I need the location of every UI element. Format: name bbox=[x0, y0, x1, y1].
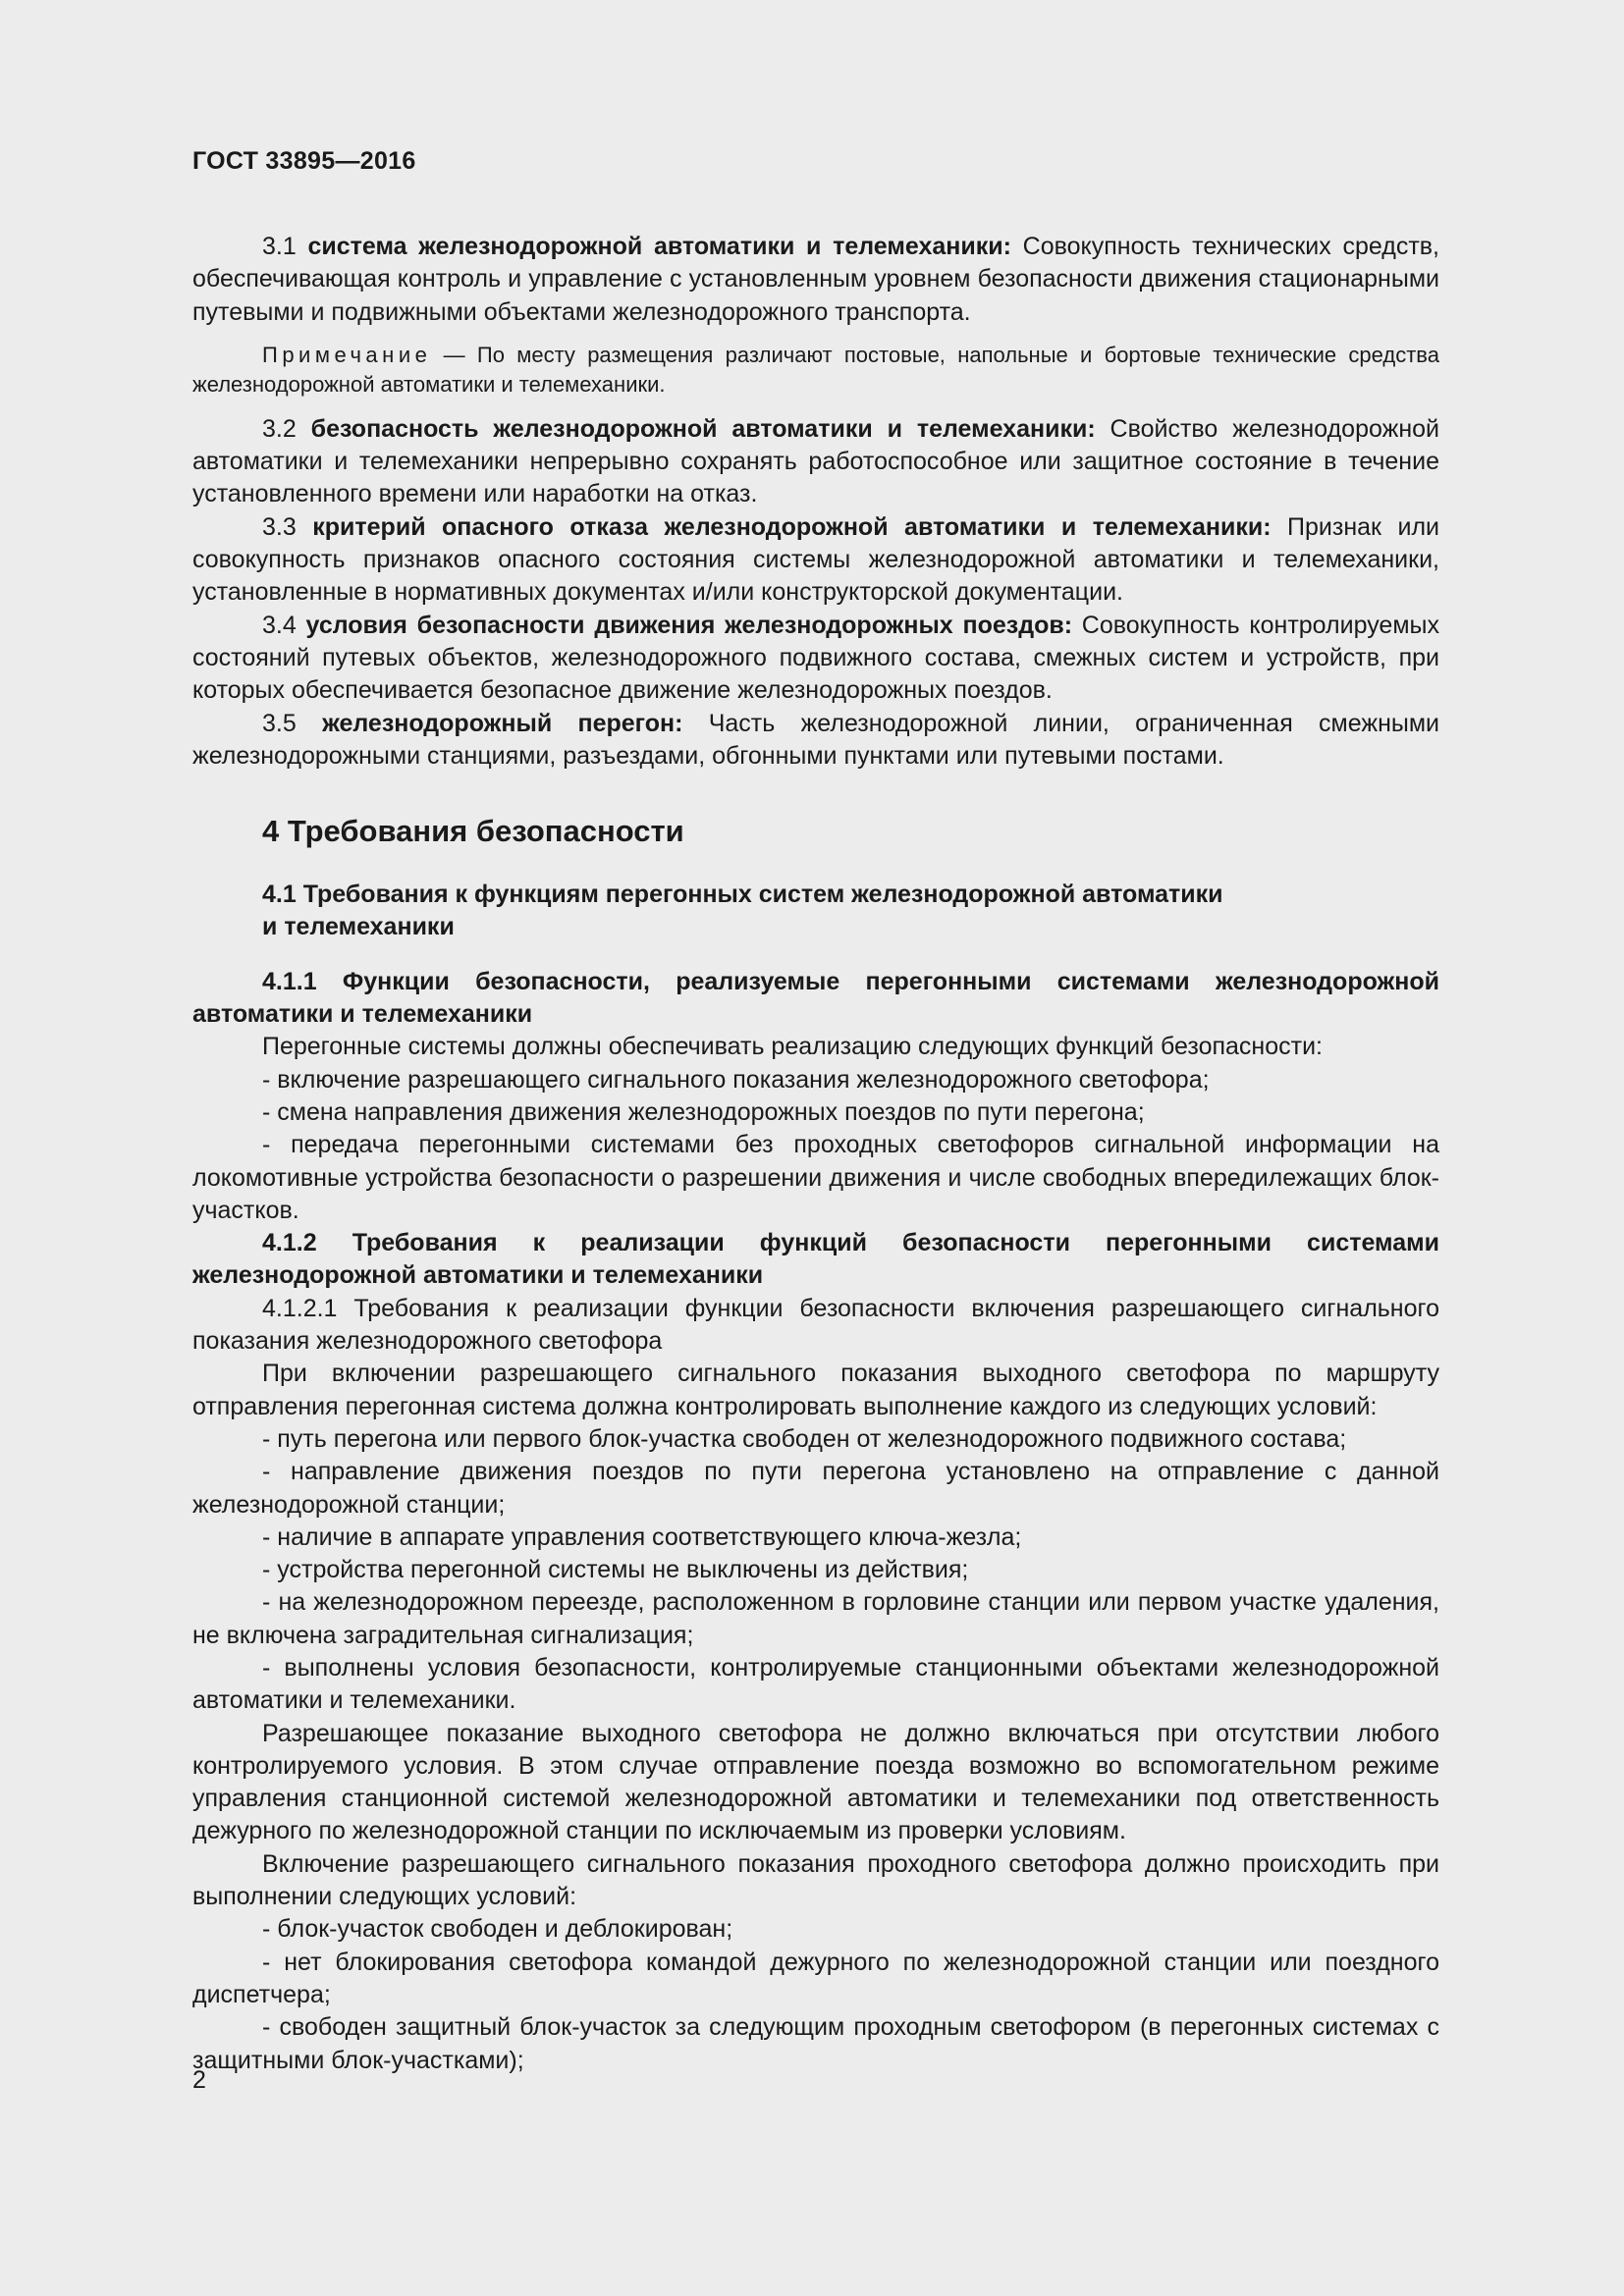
exit-condition-item: - наличие в аппарате управления соответствующего ключа-жезла; bbox=[262, 1522, 1022, 1551]
term-3-4: 3.4 условия безопасности движения железнодорожных поездов: Совокупность контролируемых состояний путевых объектов, железнодорожного подвижного состава, смежных систем и устройств, при которых обеспечивается безопасное движение железнодорожных поездов. bbox=[192, 611, 1439, 705]
term-3-1: 3.1 система железнодорожной автоматики и телемеханики: Совокупность технических средств, обеспечивающая контроль и управление с установленным уровнем безопасности движения стационарными путевыми и подвижными объектами железнодорожного транспорта. bbox=[192, 233, 1439, 326]
document-header: ГОСТ 33895—2016 bbox=[192, 147, 416, 175]
clause-4-1-2-1: 4.1.2.1 Требования к реализации функции безопасности включения разрешающего сигнального показания железнодорожного светофора bbox=[192, 1294, 1439, 1356]
subsection-4-1-title: 4.1 Требования к функциям перегонных систем железнодорожной автоматики и телемеханики bbox=[262, 881, 1223, 941]
subsection-4-1-2-title: 4.1.2 Требования к реализации функций безопасности перегонными системами железнодорожной автоматики и телемеханики bbox=[192, 1229, 1439, 1290]
exit-signal-note: Разрешающее показание выходного светофора не должно включаться при отсутствии любого контролируемого условия. В этом случае отправление поезда возможно во вспомогательном режиме управления станционной системой железнодорожной автоматики и телемеханики под ответственность дежурного по железнодорожной станции по исключаемым из проверки условиям. bbox=[192, 1719, 1439, 1845]
term-3-5: 3.5 железнодорожный перегон: Часть железнодорожной линии, ограниченная смежными железнодорожными станциями, разъездами, обгонными пунктами или путевыми постами. bbox=[192, 709, 1439, 770]
exit-condition-item: - выполнены условия безопасности, контролируемые станционными объектами железнодорожной автоматики и телемеханики. bbox=[192, 1653, 1439, 1715]
pass-condition-item: - свободен защитный блок-участок за следующим проходным светофором (в перегонных системах с защитными блок-участками); bbox=[192, 2013, 1439, 2074]
term-3-2: 3.2 безопасность железнодорожной автоматики и телемеханики: Свойство железнодорожной автоматики и телемеханики непрерывно сохранять работоспособное или защитное состояние в течение установленного времени или наработки на отказ. bbox=[192, 414, 1439, 508]
pass-condition-item: - блок-участок свободен и деблокирован; bbox=[262, 1915, 733, 1944]
function-item: - передача перегонными системами без проходных светофоров сигнальной информации на локомотивные устройства безопасности о разрешении движения и числе свободных впередилежащих блок-участков. bbox=[192, 1131, 1439, 1224]
section-4-title: 4 Требования безопасности bbox=[262, 814, 684, 849]
exit-condition-item: - на железнодорожном переезде, расположенном в горловине станции или первом участке удаления, не включена заградительная сигнализация; bbox=[192, 1588, 1439, 1649]
note-label: Примечание bbox=[262, 342, 432, 367]
pass-condition-item: - нет блокирования светофора командой дежурного по железнодорожной станции или поездного диспетчера; bbox=[192, 1948, 1439, 2008]
exit-condition-item: - путь перегона или первого блок-участка свободен от железнодорожного подвижного состава; bbox=[262, 1424, 1347, 1453]
exit-signal-intro: При включении разрешающего сигнального показания выходного светофора по маршруту отправления перегонная система должна контролировать выполнение каждого из следующих условий: bbox=[192, 1360, 1439, 1420]
function-item: - смена направления движения железнодорожных поездов по пути перегона; bbox=[262, 1097, 1145, 1126]
subsection-4-1-1-title: 4.1.1 Функции безопасности, реализуемые перегонными системами железнодорожной автоматики и телемеханики bbox=[192, 967, 1439, 1029]
exit-condition-item: - направление движения поездов по пути перегона установлено на отправление с данной железнодорожной станции; bbox=[192, 1458, 1439, 1519]
page-number: 2 bbox=[192, 2066, 206, 2094]
pass-signal-intro: Включение разрешающего сигнального показания проходного светофора должно происходить при выполнении следующих условий: bbox=[192, 1849, 1439, 1911]
functions-intro: Перегонные системы должны обеспечивать реализацию следующих функций безопасности: bbox=[262, 1033, 1324, 1061]
function-item: - включение разрешающего сигнального показания железнодорожного светофора; bbox=[262, 1065, 1210, 1094]
exit-condition-item: - устройства перегонной системы не выключены из действия; bbox=[262, 1556, 969, 1584]
note-paragraph: Примечание — По месту размещения различают постовые, напольные и бортовые технические средства железнодорожной автоматики и телемеханики. bbox=[192, 342, 1439, 397]
term-3-3: 3.3 критерий опасного отказа железнодорожной автоматики и телемеханики: Признак или совокупность признаков опасного состояния системы железнодорожной автоматики и телемеханики, установленные в нормативных документах и/или конструкторской документации. bbox=[192, 512, 1439, 607]
